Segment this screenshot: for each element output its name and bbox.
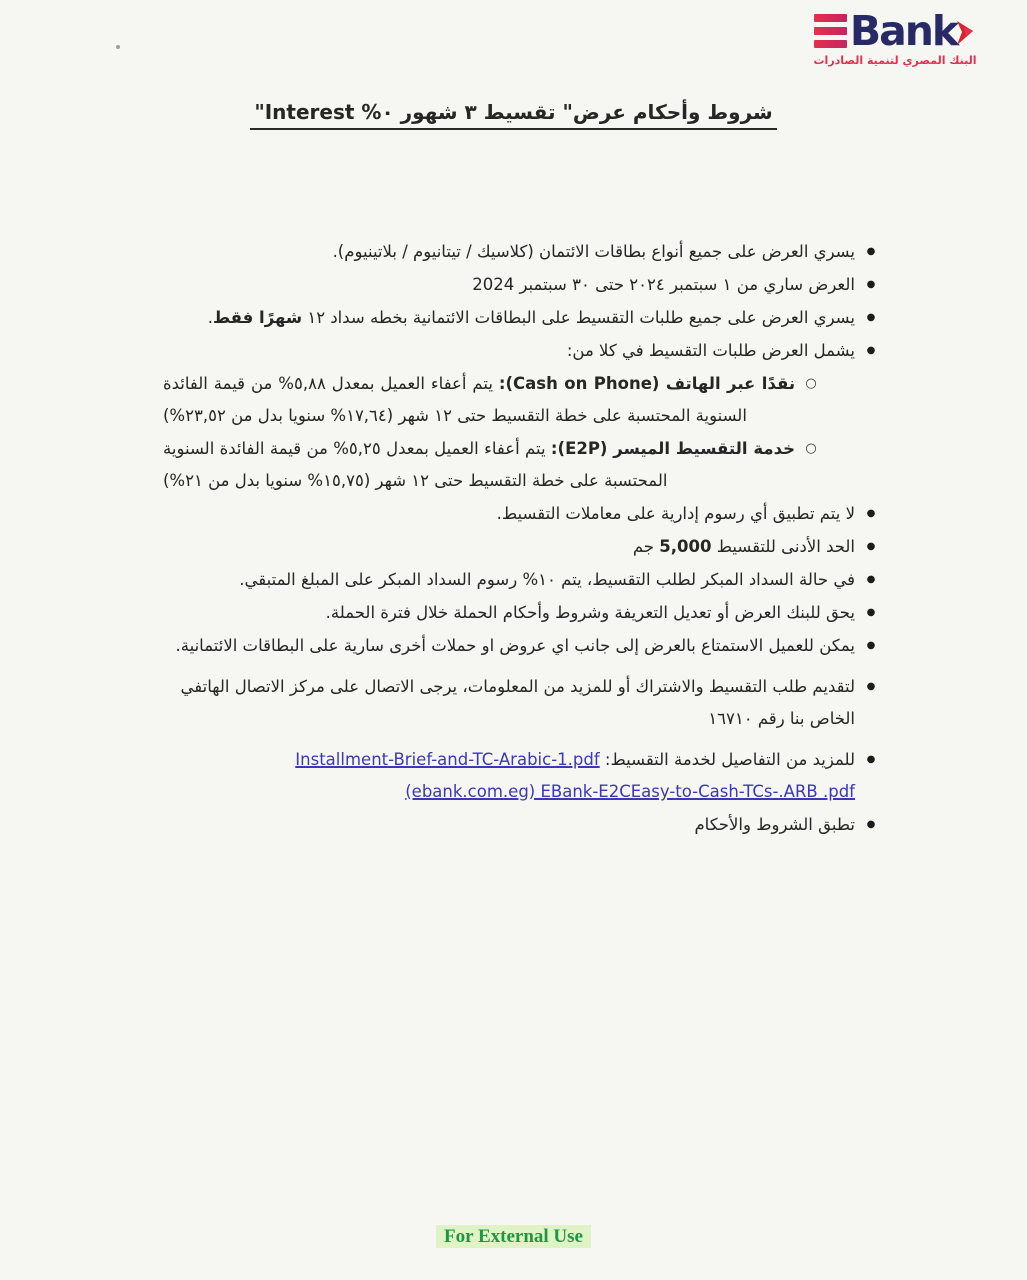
ebank-logo bbox=[809, 7, 981, 67]
title-wrap bbox=[0, 100, 1027, 130]
circle-bullet-icon: ○ bbox=[805, 441, 817, 456]
text-segment: تطبق الشروط والأحكام bbox=[694, 815, 855, 834]
bullet-icon: ● bbox=[866, 279, 876, 290]
list-item-text bbox=[163, 809, 863, 841]
list-item-text bbox=[163, 531, 863, 563]
list-item-text bbox=[163, 498, 863, 530]
pdf-link-installment-brief[interactable]: Installment-Brief-and-TC-Arabic-1.pdf bbox=[295, 750, 600, 769]
logo-e-icon bbox=[814, 14, 847, 49]
circle-bullet-icon: ○ bbox=[805, 376, 817, 391]
list-item-text bbox=[163, 236, 863, 268]
text-segment: جم bbox=[632, 537, 660, 556]
bullet-icon: ● bbox=[866, 607, 876, 618]
text-segment: 5,000 bbox=[659, 537, 712, 556]
text-segment: نقدًا عبر الهاتف (Cash on Phone): bbox=[498, 374, 796, 393]
text-segment: العرض ساري من ١ سبتمبر ٢٠٢٤ حتى ٣٠ سبتمبر 2024 bbox=[472, 275, 855, 294]
bullet-icon: ● bbox=[866, 508, 876, 519]
logo-e-bar bbox=[814, 14, 847, 23]
list-item-text bbox=[163, 302, 863, 334]
logo-bank-text: Bank bbox=[849, 7, 958, 55]
pdf-link-easy-to-cash[interactable]: (ebank.com.eg) EBank-E2CEasy-to-Cash-TCs-.ARB .pdf bbox=[405, 782, 855, 801]
list-item bbox=[163, 236, 879, 268]
list-item-text bbox=[163, 269, 863, 301]
list-item bbox=[163, 302, 879, 334]
list-item bbox=[163, 335, 879, 367]
bullet-icon: ● bbox=[866, 574, 876, 585]
text-segment: خدمة التقسيط الميسر (E2P): bbox=[550, 439, 796, 458]
list-item bbox=[163, 368, 879, 432]
scan-speck bbox=[116, 45, 120, 49]
text-segment: يحق للبنك العرض أو تعديل التعريفة وشروط وأحكام الحملة خلال فترة الحملة. bbox=[325, 603, 855, 622]
bullet-icon: ● bbox=[866, 246, 876, 257]
list-item bbox=[163, 744, 879, 808]
list-item bbox=[163, 671, 879, 735]
list-item-text bbox=[163, 368, 803, 432]
text-segment: يمكن للعميل الاستمتاع بالعرض إلى جانب اي عروض او حملات أخرى سارية على البطاقات الائتمانية. bbox=[175, 636, 855, 655]
terms-list bbox=[163, 236, 879, 842]
bullet-icon: ● bbox=[866, 541, 876, 552]
text-segment: يسري العرض على جميع أنواع بطاقات الائتمان (كلاسيك / تيتانيوم / بلاتينيوم). bbox=[332, 242, 855, 261]
logo-row bbox=[809, 7, 981, 55]
bullet-icon: ● bbox=[866, 681, 876, 692]
footer-label: For External Use bbox=[436, 1225, 591, 1248]
bullet-icon: ● bbox=[866, 640, 876, 651]
logo-arrow-icon bbox=[956, 16, 976, 50]
list-item bbox=[163, 597, 879, 629]
text-segment: في حالة السداد المبكر لطلب التقسيط، يتم ١٠% رسوم السداد المبكر على المبلغ المتبقي. bbox=[239, 570, 855, 589]
text-segment: يتم أعفاء العميل بمعدل ٥,٨٨% من قيمة الفائدة السنوية المحتسبة على خطة التقسيط حتى ١٢ شهر (١٧,٦٤% سنويا بدل من ٢٣,٥٢%) bbox=[163, 374, 747, 425]
list-item-text bbox=[163, 671, 863, 735]
list-item-text bbox=[163, 335, 863, 367]
text-segment: يسري العرض على جميع طلبات التقسيط على البطاقات الائتمانية بخطه سداد ١٢ bbox=[302, 308, 855, 327]
list-item bbox=[163, 564, 879, 596]
text-segment: يشمل العرض طلبات التقسيط في كلا من: bbox=[566, 341, 855, 360]
list-item-text bbox=[163, 597, 863, 629]
logo-e-bar bbox=[814, 27, 847, 36]
text-segment: يتم أعفاء العميل بمعدل ٥,٢٥% من قيمة الفائدة السنوية المحتسبة على خطة التقسيط حتى ١٢ شهر (١٥,٧٥% سنويا بدل من ٢١%) bbox=[163, 439, 668, 490]
bullet-icon: ● bbox=[866, 345, 876, 356]
list-item-text bbox=[163, 630, 863, 662]
list-item-text bbox=[163, 744, 863, 808]
text-segment: للمزيد من التفاصيل لخدمة التقسيط: bbox=[599, 750, 855, 769]
page-title: شروط وأحكام عرض" تقسيط ٣ شهور ٠% Interest" bbox=[250, 100, 776, 130]
logo-tagline: البنك المصري لتنمية الصادرات bbox=[813, 54, 977, 67]
list-item-text bbox=[163, 564, 863, 596]
list-item bbox=[163, 498, 879, 530]
list-item bbox=[163, 269, 879, 301]
footer bbox=[0, 1226, 1027, 1248]
list-item-text bbox=[163, 433, 803, 497]
text-segment: لتقديم طلب التقسيط والاشتراك أو للمزيد من المعلومات، يرجى الاتصال على مركز الاتصال الهاتفي الخاص بنا رقم ١٦٧١٠ bbox=[180, 677, 855, 728]
list-item bbox=[163, 531, 879, 563]
bullet-icon: ● bbox=[866, 312, 876, 323]
text-segment: . bbox=[207, 308, 213, 327]
text-segment: شهرًا فقط bbox=[212, 308, 303, 327]
logo-e-bar bbox=[814, 40, 847, 49]
text-segment: لا يتم تطبيق أي رسوم إدارية على معاملات التقسيط. bbox=[496, 504, 855, 523]
bullet-icon: ● bbox=[866, 754, 876, 765]
bullet-icon: ● bbox=[866, 819, 876, 830]
list-item bbox=[163, 630, 879, 662]
list-item bbox=[163, 433, 879, 497]
list-item bbox=[163, 809, 879, 841]
text-segment: الحد الأدنى للتقسيط bbox=[711, 537, 855, 556]
